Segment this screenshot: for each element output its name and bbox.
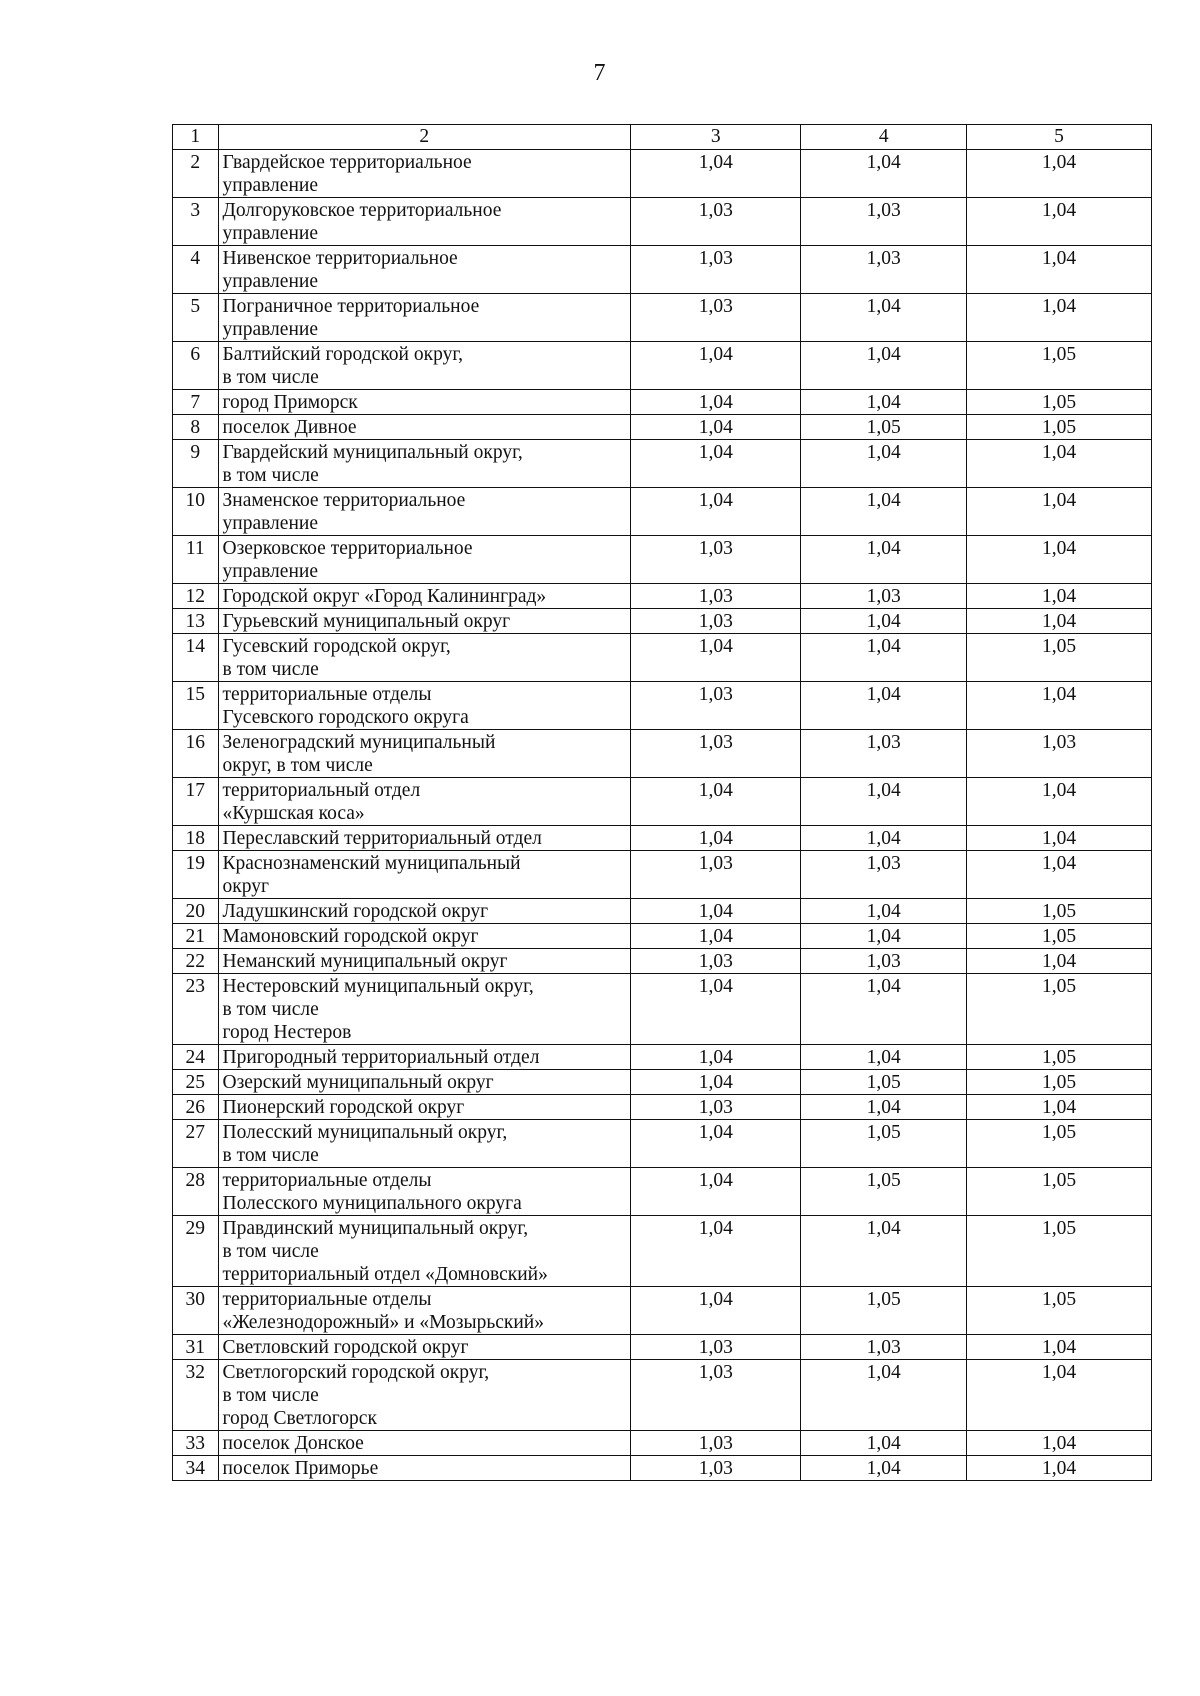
value-col-5: 1,04 [967,294,1152,342]
value-col-3: 1,04 [631,778,801,826]
value-col-4: 1,04 [801,1045,967,1070]
table-row [173,1168,1152,1216]
value-col-3: 1,04 [631,634,801,682]
page-number: 7 [593,60,607,86]
table-row [173,682,1152,730]
row-number: 18 [173,826,219,851]
value-col-3: 1,03 [631,536,801,584]
value-col-3: 1,03 [631,609,801,634]
value-col-5: 1,04 [967,778,1152,826]
value-col-4: 1,04 [801,488,967,536]
territory-name: Пионерский городской округ [218,1095,631,1120]
value-col-4: 1,04 [801,1431,967,1456]
value-col-5: 1,05 [967,924,1152,949]
value-col-3: 1,03 [631,730,801,778]
value-col-3: 1,04 [631,1216,801,1287]
table-row [173,826,1152,851]
territory-name: поселок Донское [218,1431,631,1456]
row-number: 10 [173,488,219,536]
value-col-3: 1,04 [631,1045,801,1070]
territory-name: город Приморск [218,390,631,415]
row-number: 13 [173,609,219,634]
value-col-3: 1,04 [631,440,801,488]
table-row [173,949,1152,974]
value-col-5: 1,04 [967,609,1152,634]
table-row [173,246,1152,294]
header-col-4: 4 [801,125,967,150]
value-col-3: 1,03 [631,851,801,899]
row-number: 21 [173,924,219,949]
territory-name: Неманский муниципальный округ [218,949,631,974]
territory-name: территориальный отдел «Куршская коса» [218,778,631,826]
value-col-5: 1,04 [967,150,1152,198]
territory-name: Долгоруковское территориальное управление [218,198,631,246]
row-number: 20 [173,899,219,924]
row-number: 12 [173,584,219,609]
value-col-4: 1,04 [801,440,967,488]
table-row [173,1335,1152,1360]
row-number: 15 [173,682,219,730]
table-row [173,1431,1152,1456]
value-col-4: 1,03 [801,851,967,899]
territory-name: территориальные отделы «Железнодорожный» и «Мозырьский» [218,1287,631,1335]
header-col-2: 2 [218,125,631,150]
value-col-3: 1,04 [631,1168,801,1216]
value-col-5: 1,05 [967,974,1152,1045]
header-col-5: 5 [967,125,1152,150]
header-col-3: 3 [631,125,801,150]
value-col-5: 1,05 [967,634,1152,682]
value-col-4: 1,04 [801,294,967,342]
row-number: 5 [173,294,219,342]
value-col-5: 1,05 [967,1168,1152,1216]
header-col-1: 1 [173,125,219,150]
value-col-4: 1,05 [801,1120,967,1168]
value-col-4: 1,04 [801,1456,967,1481]
value-col-4: 1,04 [801,974,967,1045]
row-number: 6 [173,342,219,390]
value-col-3: 1,04 [631,1070,801,1095]
territory-name: Гвардейский муниципальный округ, в том числе [218,440,631,488]
row-number: 25 [173,1070,219,1095]
territory-name: Пограничное территориальное управление [218,294,631,342]
value-col-4: 1,04 [801,924,967,949]
value-col-5: 1,04 [967,536,1152,584]
value-col-5: 1,04 [967,198,1152,246]
row-number: 4 [173,246,219,294]
value-col-3: 1,03 [631,1456,801,1481]
value-col-4: 1,04 [801,682,967,730]
value-col-4: 1,04 [801,390,967,415]
territory-name: Ладушкинский городской округ [218,899,631,924]
value-col-5: 1,04 [967,440,1152,488]
table-row [173,924,1152,949]
header-row [173,125,1152,150]
row-number: 29 [173,1216,219,1287]
value-col-5: 1,04 [967,1431,1152,1456]
territory-name: Зеленоградский муниципальный округ, в том числе [218,730,631,778]
row-number: 7 [173,390,219,415]
table-row [173,1456,1152,1481]
table-row [173,488,1152,536]
value-col-5: 1,04 [967,246,1152,294]
value-col-4: 1,04 [801,634,967,682]
row-number: 23 [173,974,219,1045]
table-row [173,730,1152,778]
territory-name: Мамоновский городской округ [218,924,631,949]
value-col-4: 1,04 [801,899,967,924]
table-row [173,536,1152,584]
table-row [173,1095,1152,1120]
value-col-3: 1,04 [631,1287,801,1335]
row-number: 14 [173,634,219,682]
value-col-5: 1,04 [967,488,1152,536]
value-col-5: 1,04 [967,1095,1152,1120]
territory-name: Балтийский городской округ, в том числе [218,342,631,390]
row-number: 9 [173,440,219,488]
row-number: 24 [173,1045,219,1070]
table-row [173,1045,1152,1070]
value-col-4: 1,04 [801,342,967,390]
territory-name: Знаменское территориальное управление [218,488,631,536]
territory-name: Светловский городской округ [218,1335,631,1360]
table-row [173,609,1152,634]
table-row [173,1360,1152,1431]
value-col-5: 1,04 [967,1456,1152,1481]
territory-name: территориальные отделы Полесского муниципального округа [218,1168,631,1216]
row-number: 32 [173,1360,219,1431]
row-number: 19 [173,851,219,899]
value-col-5: 1,05 [967,390,1152,415]
value-col-3: 1,03 [631,246,801,294]
territory-name: Краснознаменский муниципальный округ [218,851,631,899]
territory-name: Городской округ «Город Калининград» [218,584,631,609]
table-row [173,440,1152,488]
territory-name: территориальные отделы Гусевского городского округа [218,682,631,730]
value-col-4: 1,04 [801,1216,967,1287]
table-row [173,974,1152,1045]
value-col-3: 1,03 [631,198,801,246]
value-col-4: 1,05 [801,1070,967,1095]
table-row [173,634,1152,682]
table-row [173,1287,1152,1335]
territory-name: Светлогорский городской округ, в том числе город Светлогорск [218,1360,631,1431]
territory-name: поселок Дивное [218,415,631,440]
value-col-4: 1,05 [801,1287,967,1335]
value-col-4: 1,03 [801,949,967,974]
value-col-4: 1,03 [801,1335,967,1360]
value-col-4: 1,04 [801,150,967,198]
table-row [173,294,1152,342]
territory-name: Пригородный территориальный отдел [218,1045,631,1070]
coefficients-table [172,124,1152,1481]
row-number: 30 [173,1287,219,1335]
value-col-3: 1,04 [631,826,801,851]
value-col-5: 1,04 [967,584,1152,609]
territory-name: Озерский муниципальный округ [218,1070,631,1095]
territory-name: Гусевский городской округ, в том числе [218,634,631,682]
territory-name: Переславский территориальный отдел [218,826,631,851]
value-col-5: 1,04 [967,1360,1152,1431]
value-col-5: 1,05 [967,1120,1152,1168]
table-row [173,1216,1152,1287]
table-row [173,342,1152,390]
row-number: 26 [173,1095,219,1120]
territory-name: Гвардейское территориальное управление [218,150,631,198]
value-col-3: 1,04 [631,342,801,390]
table-row [173,415,1152,440]
value-col-5: 1,05 [967,1287,1152,1335]
value-col-4: 1,04 [801,826,967,851]
value-col-5: 1,05 [967,1216,1152,1287]
value-col-3: 1,03 [631,1360,801,1431]
value-col-3: 1,04 [631,415,801,440]
value-col-3: 1,03 [631,1431,801,1456]
value-col-5: 1,03 [967,730,1152,778]
row-number: 33 [173,1431,219,1456]
table-body [173,150,1152,1481]
value-col-3: 1,03 [631,1335,801,1360]
value-col-4: 1,04 [801,609,967,634]
value-col-5: 1,04 [967,682,1152,730]
value-col-4: 1,03 [801,198,967,246]
territory-name: Гурьевский муниципальный округ [218,609,631,634]
row-number: 17 [173,778,219,826]
value-col-3: 1,04 [631,974,801,1045]
value-col-4: 1,04 [801,536,967,584]
value-col-4: 1,04 [801,778,967,826]
table-row [173,198,1152,246]
value-col-4: 1,05 [801,1168,967,1216]
row-number: 28 [173,1168,219,1216]
value-col-3: 1,04 [631,899,801,924]
value-col-3: 1,03 [631,1095,801,1120]
table-row [173,584,1152,609]
value-col-3: 1,03 [631,294,801,342]
row-number: 11 [173,536,219,584]
value-col-5: 1,05 [967,899,1152,924]
territory-name: Нивенское территориальное управление [218,246,631,294]
territory-name: Правдинский муниципальный округ, в том числе территориальный отдел «Домновский» [218,1216,631,1287]
value-col-3: 1,04 [631,1120,801,1168]
territory-name: Полесский муниципальный округ, в том числе [218,1120,631,1168]
value-col-4: 1,03 [801,730,967,778]
row-number: 22 [173,949,219,974]
territory-name: Нестеровский муниципальный округ, в том числе город Нестеров [218,974,631,1045]
table-row [173,851,1152,899]
row-number: 8 [173,415,219,440]
value-col-5: 1,05 [967,415,1152,440]
territory-name: поселок Приморье [218,1456,631,1481]
value-col-3: 1,04 [631,924,801,949]
value-col-3: 1,03 [631,949,801,974]
value-col-5: 1,05 [967,342,1152,390]
value-col-5: 1,04 [967,826,1152,851]
value-col-4: 1,03 [801,584,967,609]
row-number: 2 [173,150,219,198]
value-col-5: 1,05 [967,1045,1152,1070]
value-col-5: 1,04 [967,851,1152,899]
table-row [173,1120,1152,1168]
value-col-3: 1,04 [631,390,801,415]
value-col-4: 1,04 [801,1360,967,1431]
table-row [173,899,1152,924]
value-col-4: 1,03 [801,246,967,294]
value-col-4: 1,05 [801,415,967,440]
row-number: 27 [173,1120,219,1168]
table-row [173,150,1152,198]
value-col-4: 1,04 [801,1095,967,1120]
value-col-3: 1,03 [631,584,801,609]
value-col-5: 1,05 [967,1070,1152,1095]
table-row [173,1070,1152,1095]
value-col-3: 1,04 [631,488,801,536]
row-number: 3 [173,198,219,246]
value-col-5: 1,04 [967,949,1152,974]
value-col-3: 1,04 [631,150,801,198]
value-col-3: 1,03 [631,682,801,730]
row-number: 31 [173,1335,219,1360]
territory-name: Озерковское территориальное управление [218,536,631,584]
row-number: 16 [173,730,219,778]
table-row [173,390,1152,415]
table-row [173,778,1152,826]
row-number: 34 [173,1456,219,1481]
value-col-5: 1,04 [967,1335,1152,1360]
